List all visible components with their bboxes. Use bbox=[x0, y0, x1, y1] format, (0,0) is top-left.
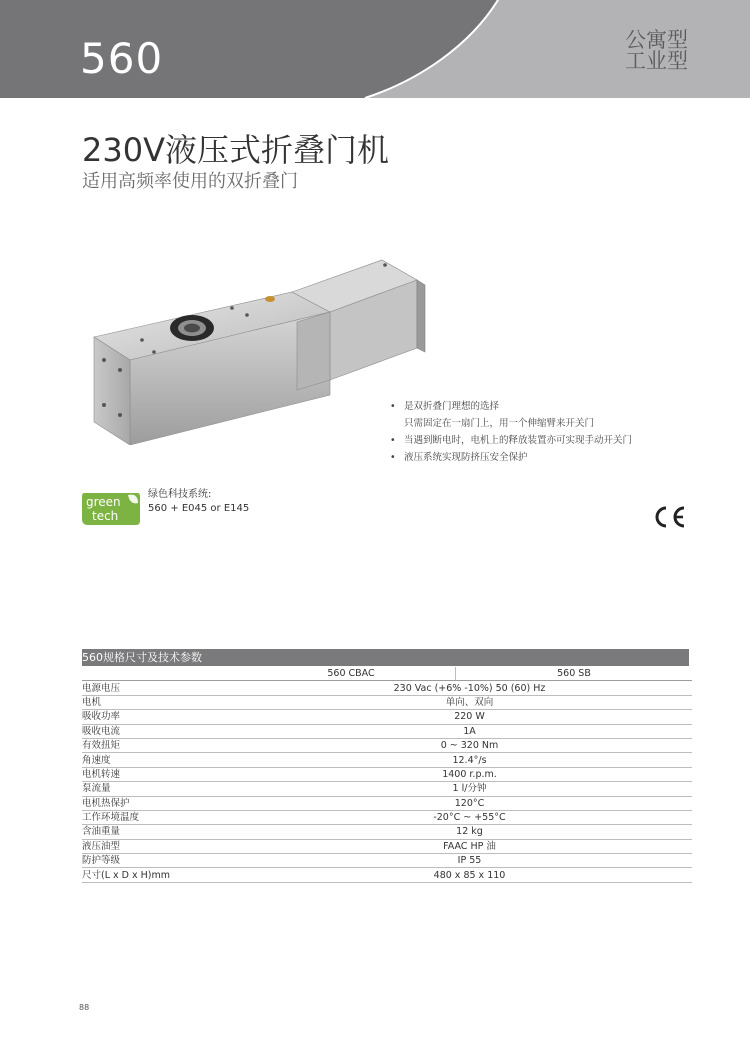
row-value: 1A bbox=[247, 724, 692, 738]
row-label: 吸收电流 bbox=[82, 724, 247, 738]
row-value: 480 x 85 x 110 bbox=[247, 868, 692, 882]
row-value: 单向、双向 bbox=[247, 695, 692, 709]
row-label: 电源电压 bbox=[82, 681, 247, 695]
row-label: 电机 bbox=[82, 695, 247, 709]
category-label bbox=[625, 30, 688, 72]
page-title: 230V液压式折叠门机 bbox=[82, 131, 389, 169]
row-value: -20°C ~ +55°C bbox=[247, 810, 692, 824]
greentech-info bbox=[148, 488, 249, 516]
row-value: 1 l/分钟 bbox=[247, 782, 692, 796]
page-number: 88 bbox=[79, 1003, 90, 1012]
category-line-2: 工业型 bbox=[625, 49, 688, 73]
bullet-icon: • bbox=[390, 435, 396, 446]
table-row bbox=[82, 681, 692, 695]
row-label: 液压油型 bbox=[82, 839, 247, 853]
column-header-sb: 560 SB bbox=[456, 667, 693, 681]
table-row bbox=[82, 767, 692, 781]
table-row bbox=[82, 868, 692, 882]
greentech-logo-line-1: green bbox=[86, 495, 121, 509]
row-label: 电机转速 bbox=[82, 767, 247, 781]
row-label: 泵流量 bbox=[82, 782, 247, 796]
table-row bbox=[82, 753, 692, 767]
table-header-empty bbox=[82, 667, 247, 681]
table-row bbox=[82, 782, 692, 796]
table-row bbox=[82, 695, 692, 709]
row-value: IP 55 bbox=[247, 854, 692, 868]
page-subtitle: 适用高频率使用的双折叠门 bbox=[82, 171, 298, 192]
table-row bbox=[82, 710, 692, 724]
column-header-cbac: 560 CBAC bbox=[247, 667, 456, 681]
table-row bbox=[82, 796, 692, 810]
row-label: 有效扭矩 bbox=[82, 738, 247, 752]
row-value: FAAC HP 油 bbox=[247, 839, 692, 853]
feature-list bbox=[390, 398, 632, 466]
feature-item bbox=[390, 449, 632, 466]
greentech-logo-line-2: tech bbox=[92, 509, 119, 523]
table-row bbox=[82, 854, 692, 868]
feature-text: 液压系统实现防挤压安全保护 bbox=[404, 452, 528, 463]
row-label: 吸收功率 bbox=[82, 710, 247, 724]
table-header-row bbox=[82, 667, 692, 681]
row-value: 120°C bbox=[247, 796, 692, 810]
table-row bbox=[82, 724, 692, 738]
table-row bbox=[82, 738, 692, 752]
spec-table bbox=[82, 667, 692, 883]
row-value: 1400 r.p.m. bbox=[247, 767, 692, 781]
feature-item bbox=[390, 432, 632, 449]
table-row bbox=[82, 825, 692, 839]
ce-mark-icon bbox=[651, 505, 687, 529]
feature-text: 当遇到断电时，电机上的释放装置亦可实现手动开关门 bbox=[404, 435, 633, 446]
row-value: 12 kg bbox=[247, 825, 692, 839]
row-label: 角速度 bbox=[82, 753, 247, 767]
category-line-1: 公寓型 bbox=[625, 28, 688, 52]
spec-table-title-text: 560规格尺寸及技术参数 bbox=[82, 651, 202, 664]
row-label: 尺寸(L x D x H)mm bbox=[82, 868, 247, 882]
bullet-icon: • bbox=[390, 452, 396, 463]
row-value: 12.4°/s bbox=[247, 753, 692, 767]
row-value: 220 W bbox=[247, 710, 692, 724]
row-value: 230 Vac (+6% -10%) 50 (60) Hz bbox=[247, 681, 692, 695]
row-label: 含油重量 bbox=[82, 825, 247, 839]
row-label: 电机热保护 bbox=[82, 796, 247, 810]
header-band bbox=[0, 0, 750, 98]
greentech-logo-icon bbox=[80, 489, 142, 527]
row-label: 防护等级 bbox=[82, 854, 247, 868]
greentech-label: 绿色科技系统: bbox=[148, 489, 212, 500]
table-row bbox=[82, 839, 692, 853]
bullet-icon: • bbox=[390, 401, 396, 412]
model-number: 560 bbox=[80, 34, 164, 83]
row-value: 0 ~ 320 Nm bbox=[247, 738, 692, 752]
table-row bbox=[82, 810, 692, 824]
feature-subtext: 只需固定在一扇门上，用一个伸缩臂来开关门 bbox=[404, 418, 595, 429]
feature-item bbox=[390, 398, 632, 432]
product-image bbox=[82, 240, 427, 445]
row-label: 工作环境温度 bbox=[82, 810, 247, 824]
greentech-value: 560 + E045 or E145 bbox=[148, 503, 250, 514]
feature-text: 是双折叠门理想的选择 bbox=[404, 401, 500, 412]
spec-table-title bbox=[82, 649, 689, 666]
